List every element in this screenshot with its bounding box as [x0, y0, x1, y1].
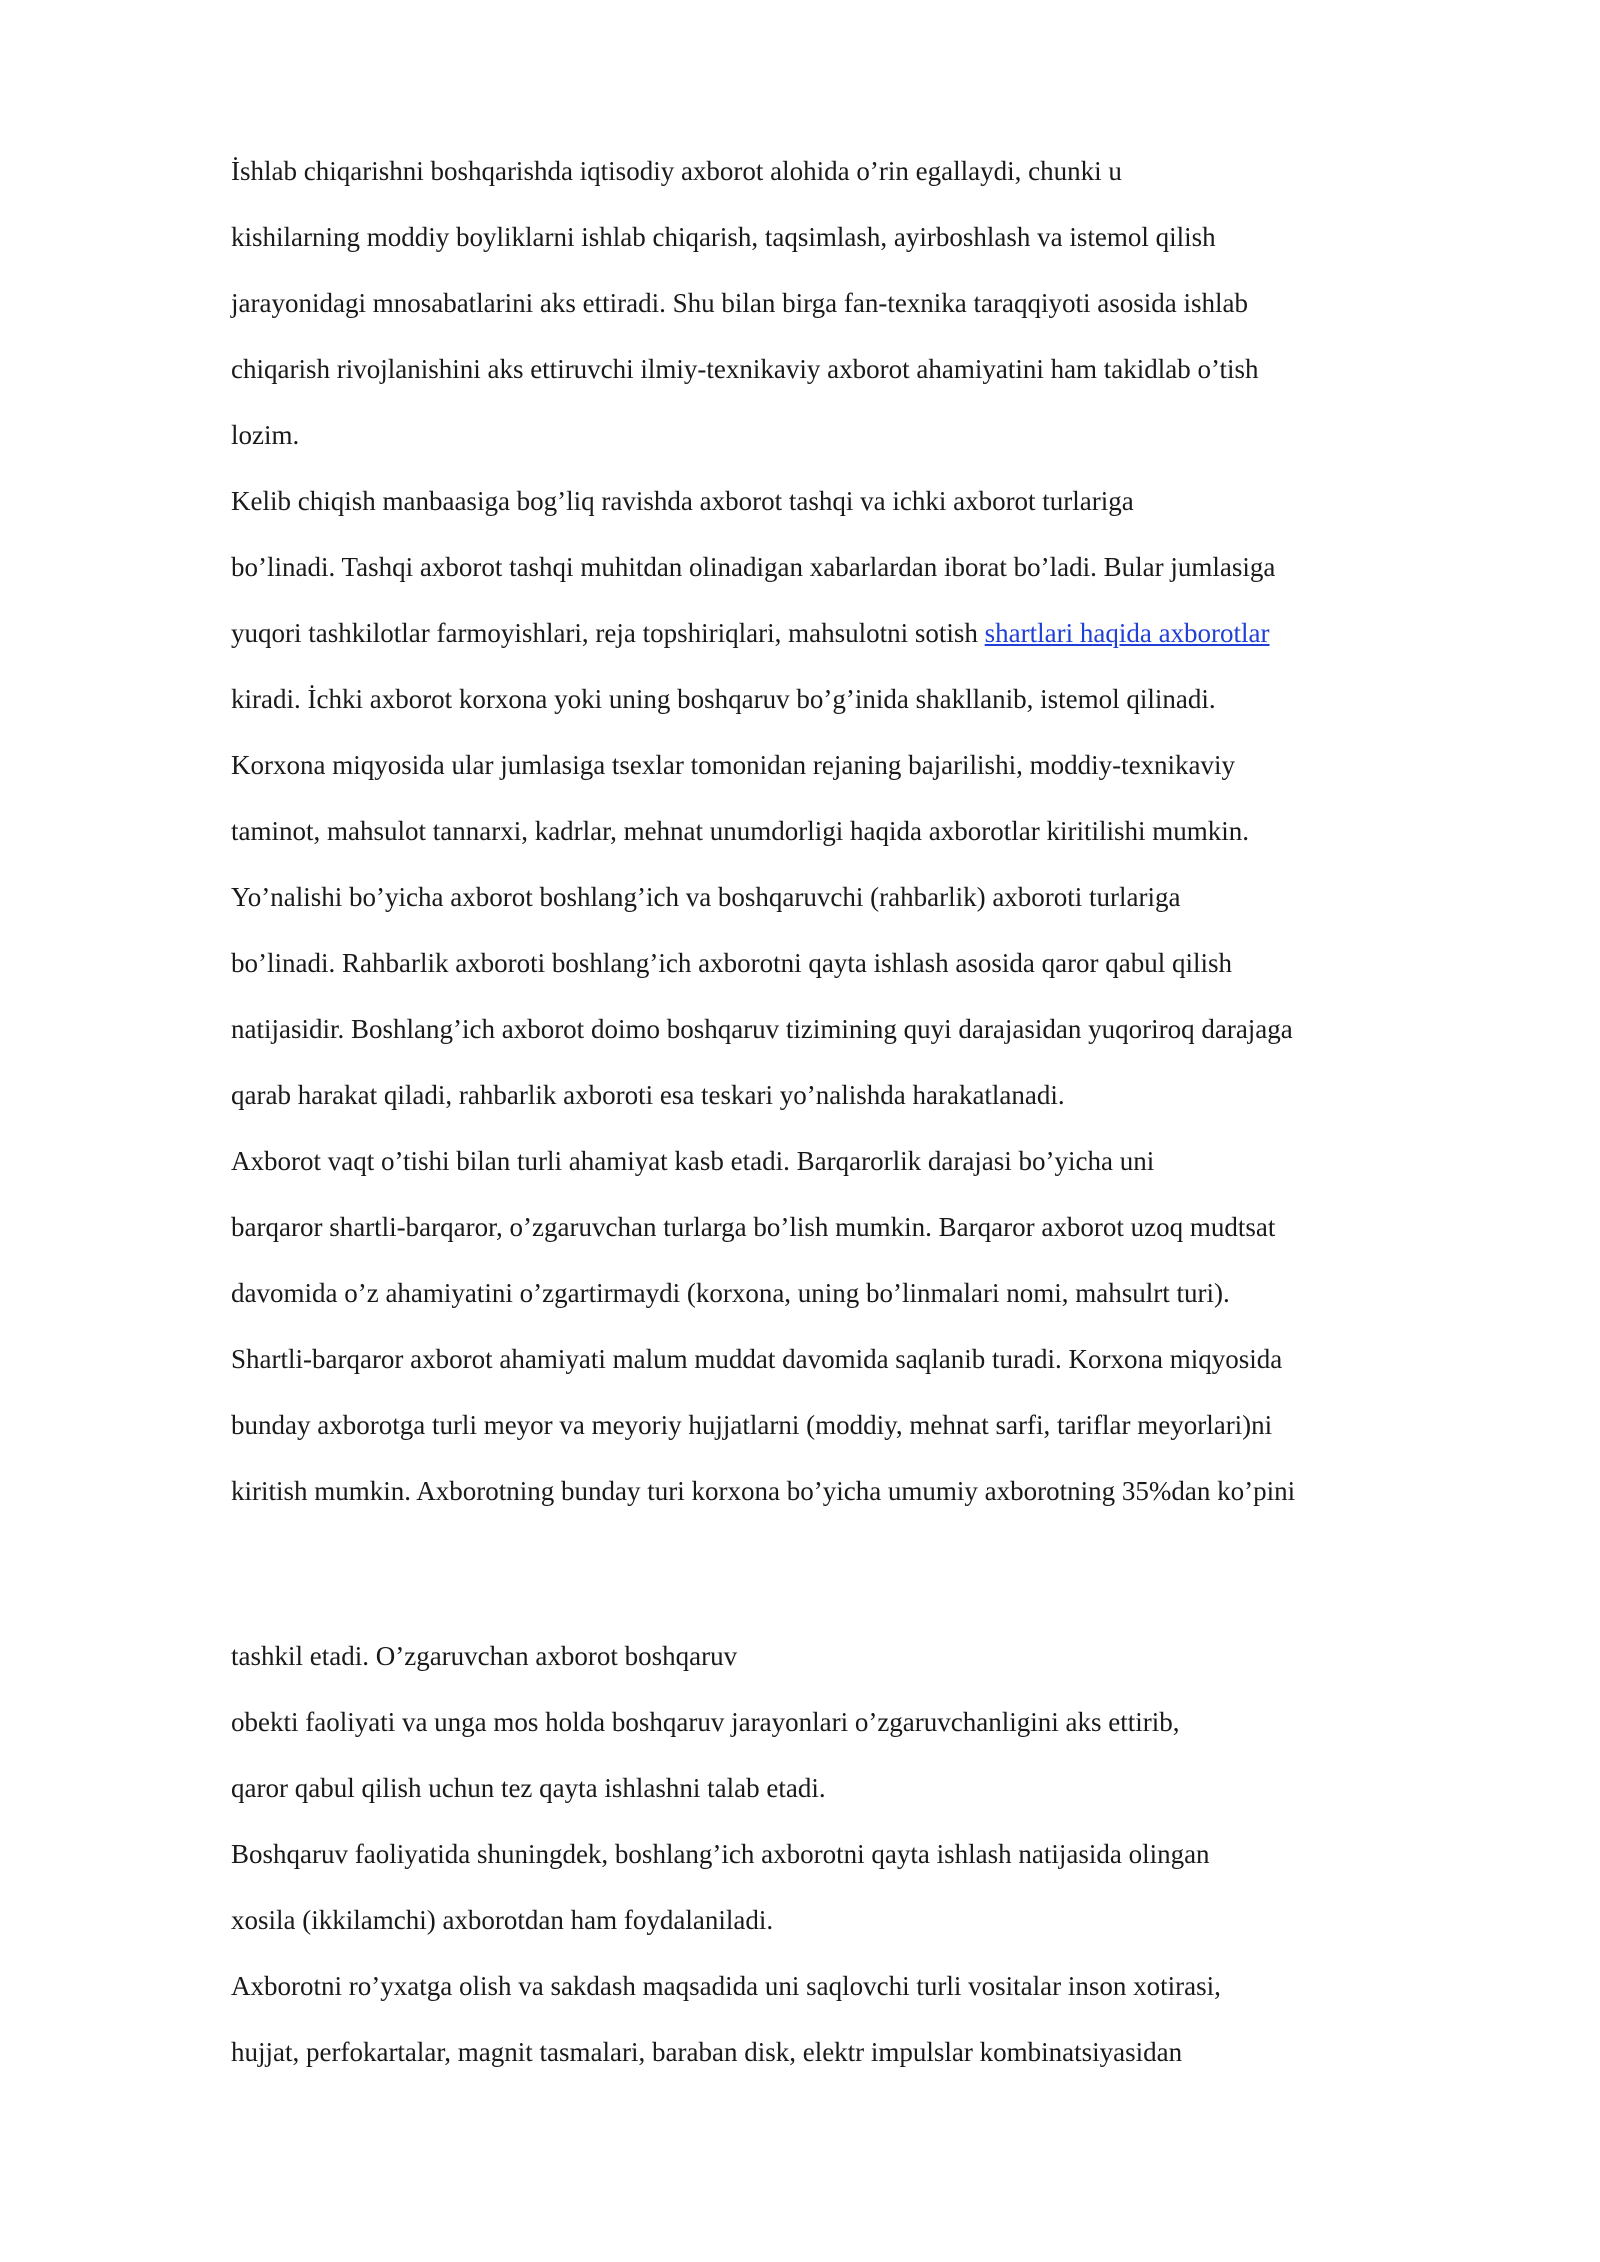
- text-line-16: Axborot vaqt o’tishi bilan turli ahamiyat kasb etadi. Barqarorlik darajasi bo’yicha uni: [231, 1146, 1155, 1176]
- text-line-2: kishilarning moddiy boyliklarni ishlab chiqarish, taqsimlash, ayirboshlash va istemol qilish: [231, 222, 1216, 252]
- text-line-3: jarayonidagi mnosabatlarini aks ettiradi. Shu bilan birga fan-texnika taraqqiyoti asosida ishlab: [231, 288, 1248, 318]
- text-line-9: kiradi. İchki axborot korxona yoki uning boshqaruv bo’g’inida shakllanib, istemol qilinadi.: [231, 684, 1216, 714]
- text-line-15: qarab harakat qiladi, rahbarlik axboroti esa teskari yo’nalishda harakatlanadi.: [231, 1080, 1065, 1110]
- text-line-23: obekti faoliyati va unga mos holda boshqaruv jarayonlari o’zgaruvchanligini aks ettirib,: [231, 1707, 1180, 1737]
- text-line-11: taminot, mahsulot tannarxi, kadrlar, mehnat unumdorligi haqida axborotlar kiritilishi mumkin.: [231, 816, 1249, 846]
- text-line-12: Yo’nalishi bo’yicha axborot boshlang’ich va boshqaruvchi (rahbarlik) axboroti turlariga: [231, 882, 1181, 912]
- text-line-19: Shartli-barqaror axborot ahamiyati malum muddat davomida saqlanib turadi. Korxona miqyosida: [231, 1344, 1283, 1374]
- text-line-4: chiqarish rivojlanishini aks ettiruvchi ilmiy-texnikaviy axborot ahamiyatini ham takidlab o’tish: [231, 354, 1259, 384]
- text-line-22: tashkil etadi. O’zgaruvchan axborot boshqaruv: [231, 1641, 738, 1671]
- text-line-14: natijasidir. Boshlang’ich axborot doimo boshqaruv tizimining quyi darajasidan yuqoriroq darajaga: [231, 1014, 1293, 1044]
- text-line-13: bo’linadi. Rahbarlik axboroti boshlang’ich axborotni qayta ishlash asosida qaror qabul qilish: [231, 948, 1233, 978]
- text-line-27: Axborotni ro’yxatga olish va sakdash maqsadida uni saqlovchi turli vositalar inson xotirasi,: [231, 1971, 1221, 2001]
- text-line-5: lozim.: [231, 420, 300, 450]
- text-line-21: kiritish mumkin. Axborotning bunday turi korxona bo’yicha umumiy axborotning 35%dan ko’pini: [231, 1476, 1296, 1506]
- text-line-25: Boshqaruv faoliyatida shuningdek, boshlang’ich axborotni qayta ishlash natijasida olingan: [231, 1839, 1210, 1869]
- link-line-prefix: yuqori tashkilotlar farmoyishlari, reja topshiriqlari, mahsulotni sotish: [231, 618, 985, 648]
- text-line-20: bunday axborotga turli meyor va meyoriy hujjatlarni (moddiy, mehnat sarfi, tariflar meyorlari)ni: [231, 1410, 1273, 1440]
- text-line-18: davomida o’z ahamiyatini o’zgartirmaydi (korxona, uning bo’linmalari nomi, mahsulrt turi).: [231, 1278, 1230, 1308]
- text-line-17: barqaror shartli-barqaror, o’zgaruvchan turlarga bo’lish mumkin. Barqaror axborot uzoq mudtsat: [231, 1212, 1276, 1242]
- text-line-6: Kelib chiqish manbaasiga bog’liq ravishda axborot tashqi va ichki axborot turlariga: [231, 486, 1134, 516]
- text-line-24: qaror qabul qilish uchun tez qayta ishlashni talab etadi.: [231, 1773, 826, 1803]
- text-line-7: bo’linadi. Tashqi axborot tashqi muhitdan olinadigan xabarlardan iborat bo’ladi. Bular jumlasiga: [231, 552, 1276, 582]
- text-line-28: hujjat, perfokartalar, magnit tasmalari, baraban disk, elektr impulslar kombinatsiyasidan: [231, 2037, 1183, 2067]
- text-line-with-link: [231, 617, 1270, 649]
- shartlari-haqida-axborotlar-link[interactable]: shartlari haqida axborotlar: [984, 618, 1270, 648]
- text-line-1: İshlab chiqarishni boshqarishda iqtisodiy axborot alohida o’rin egallaydi, chunki u: [231, 156, 1122, 186]
- text-line-26: xosila (ikkilamchi) axborotdan ham foydalaniladi.: [231, 1905, 774, 1935]
- text-line-10: Korxona miqyosida ular jumlasiga tsexlar tomonidan rejaning bajarilishi, moddiy-texnikaviy: [231, 750, 1236, 780]
